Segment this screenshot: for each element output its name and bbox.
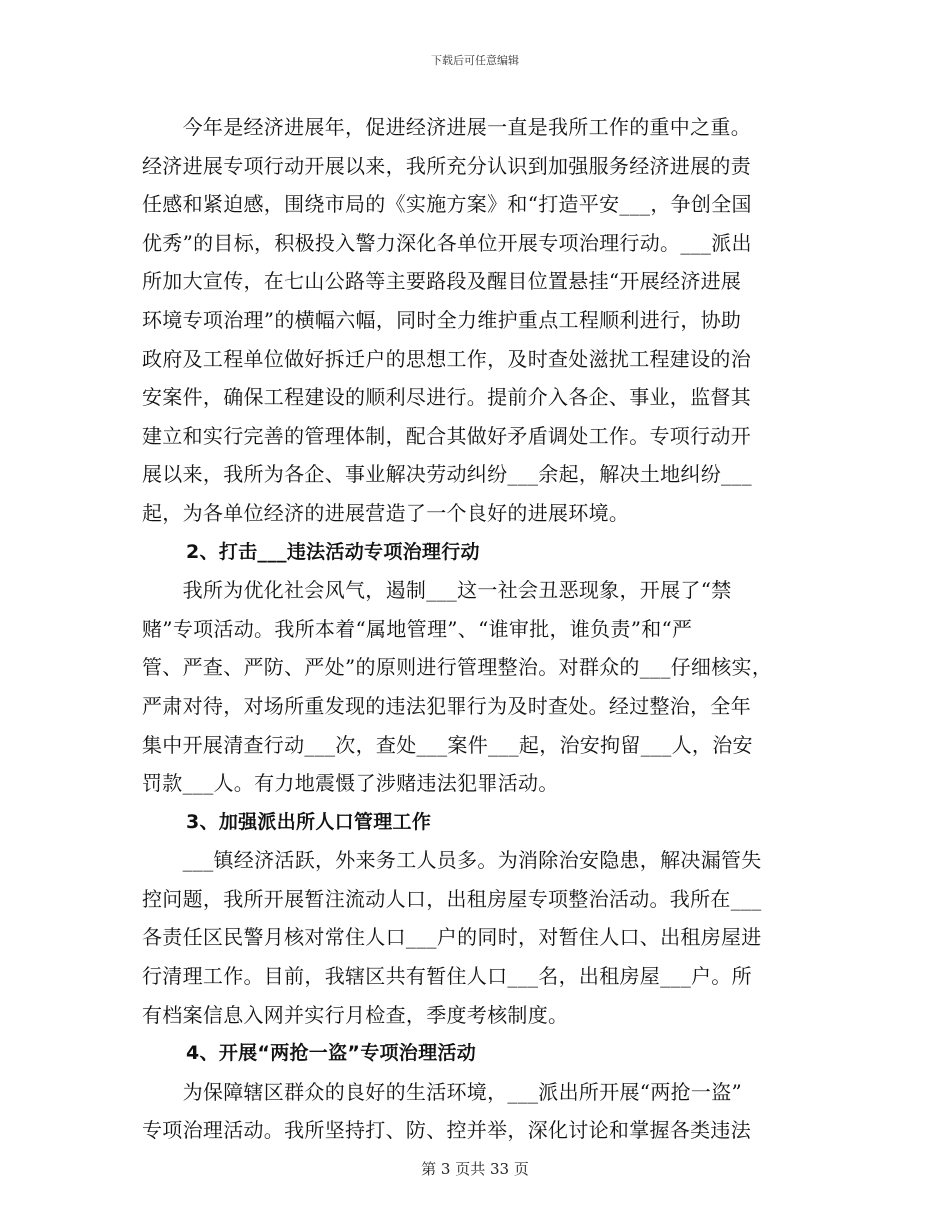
document-body [142, 108, 818, 1150]
section-heading-3: 3、加强派出所人口管理工作 [186, 810, 432, 833]
text-line: 建立和实行完善的管理体制，配合其做好矛盾调处工作。专项行动开 [142, 423, 751, 448]
text-line: 政府及工程单位做好拆迁户的思想工作，及时查处滋扰工程建设的治 [142, 346, 751, 371]
text-line: 我所为优化社会风气，遏制___这一社会丑恶现象，开展了“禁 [142, 578, 732, 603]
text-line: 行清理工作。目前，我辖区共有暂住人口___名，出租房屋___户。所 [142, 964, 752, 989]
page-footer: 第 3 页共 33 页 [421, 1160, 529, 1178]
paragraph-population-management [142, 841, 818, 1034]
text-line: 起，为各单位经济的进展营造了一个良好的进展环境。 [142, 500, 630, 525]
text-line: 罚款___人。有力地震慑了涉赌违法犯罪活动。 [142, 771, 559, 796]
text-line: 环境专项治理”的横幅六幅，同时全力维护重点工程顺利进行，协助 [142, 307, 742, 332]
text-line: 控问题，我所开展暂注流动人口，出租房屋专项整治活动。我所在___ [142, 886, 762, 911]
text-line: 严肃对待，对场所重发现的违法犯罪行为及时查处。经过整治，全年 [142, 693, 751, 718]
paragraph-robbery-theft-campaign [142, 1073, 818, 1150]
text-line: 集中开展清查行动___次，查处___案件___起，治安拘留___人，治安 [142, 732, 753, 757]
text-line: 经济进展专项行动开展以来，我所充分认识到加强服务经济进展的责 [142, 153, 751, 178]
paragraph-economic-development [142, 108, 818, 533]
text-line: 任感和紧迫感，围绕市局的《实施方案》和“打造平安___，争创全国 [142, 192, 752, 217]
paragraph-gambling-campaign [142, 571, 818, 803]
text-line: 优秀”的目标，积极投入警力深化各单位开展专项治理行动。___派出 [142, 230, 752, 255]
text-line: ___镇经济活跃，外来务工人员多。为消除治安隐患，解决漏管失 [142, 848, 762, 873]
text-line: 为保障辖区群众的良好的生活环境，___派出所开展“两抢一盗” [142, 1079, 743, 1104]
text-line: 所加大宣传，在七山公路等主要路段及醒目位置悬挂“开展经济进展 [142, 269, 742, 294]
section-heading-4: 4、开展“两抢一盗”专项治理活动 [186, 1042, 476, 1065]
text-line: 管、严查、严防、严处”的原则进行管理整治。对群众的___仔细核实， [142, 655, 773, 680]
text-line: 赌”专项活动。我所本着“属地管理”、“谁审批，谁负责”和“严 [142, 616, 693, 641]
text-line: 有档案信息入网并实行月检查，季度考核制度。 [142, 1002, 569, 1027]
text-line: 安案件，确保工程建设的顺利尽进行。提前介入各企、事业，监督其 [142, 385, 751, 410]
text-line: 今年是经济进展年，促进经济进展一直是我所工作的重中之重。 [142, 115, 751, 139]
page-header: 下载后可任意编辑 [431, 54, 519, 67]
section-heading-2: 2、打击___违法活动专项治理行动 [186, 540, 480, 563]
text-line: 各责任区民警月核对常住人口___户的同时，对暂住人口、出租房屋进 [142, 925, 762, 950]
text-line: 专项治理活动。我所坚持打、防、控并举，深化讨论和掌握各类违法 [142, 1118, 751, 1143]
text-line: 展以来，我所为各企、事业解决劳动纠纷___余起，解决土地纠纷___ [142, 462, 752, 487]
